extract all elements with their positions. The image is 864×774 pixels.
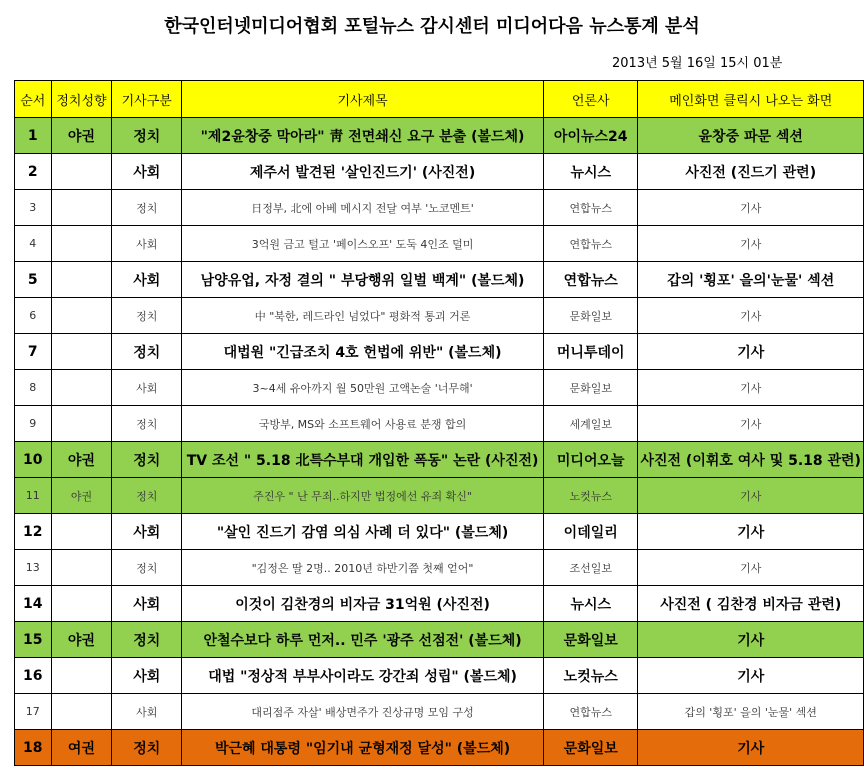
row-outlet-cell: 문화일보 [543,622,637,658]
column-header-click-result: 메인화면 클릭시 나오는 화면 [638,81,864,118]
row-order-cell: 3 [15,190,52,226]
row-outlet-cell: 연합뉴스 [543,226,637,262]
row-order-cell: 9 [15,406,52,442]
row-category-cell: 정치 [112,622,182,658]
row-category-cell: 정치 [112,730,182,766]
row-order-cell: 15 [15,622,52,658]
row-outlet-cell: 연합뉴스 [543,694,637,730]
row-outlet-cell: 머니투데이 [543,334,637,370]
row-outlet-cell: 문화일보 [543,730,637,766]
page-title: 한국인터넷미디어협회 포털뉴스 감시센터 미디어다음 뉴스통계 분석 [164,16,700,37]
row-article-title-cell: 제주서 발견된 '살인진드기' (사진전) [182,154,544,190]
row-click-result-cell: 기사 [638,550,864,586]
table-row [15,550,864,586]
row-order-cell: 6 [15,298,52,334]
row-category-cell: 사회 [112,658,182,694]
row-article-title-cell: 3~4세 유아까지 월 50만원 고액논술 '너무해' [182,370,544,406]
row-political-lean-cell: 야권 [51,478,112,514]
row-click-result-cell: 기사 [638,478,864,514]
row-category-cell: 정치 [112,118,182,154]
row-order-cell: 7 [15,334,52,370]
row-category-cell: 사회 [112,514,182,550]
row-order-cell: 14 [15,586,52,622]
row-order-cell: 5 [15,262,52,298]
row-political-lean-cell [51,262,112,298]
row-category-cell: 정치 [112,478,182,514]
row-click-result-cell: 사진전 (이휘호 여사 및 5.18 관련) [638,442,864,478]
timestamp: 2013년 5월 16일 15시 01분 [612,56,783,71]
row-article-title-cell: 中 "북한, 레드라인 넘었다" 평화적 통괴 거론 [182,298,544,334]
row-article-title-cell: 日정부, 北에 아베 메시지 전달 여부 '노코멘트' [182,190,544,226]
table-row [15,334,864,370]
column-header-order: 순서 [15,81,52,118]
table-row [15,190,864,226]
row-order-cell: 18 [15,730,52,766]
table-row [15,262,864,298]
column-header-political-lean: 정치성향 [51,81,112,118]
row-political-lean-cell: 야권 [51,118,112,154]
table-row [15,730,864,766]
row-article-title-cell: 박근혜 대통령 "임기내 균형재정 달성" (볼드체) [182,730,544,766]
row-political-lean-cell: 야권 [51,622,112,658]
row-political-lean-cell [51,514,112,550]
row-order-cell: 11 [15,478,52,514]
row-political-lean-cell [51,586,112,622]
row-category-cell: 사회 [112,226,182,262]
row-article-title-cell: "김정은 딸 2명.. 2010년 하반기쯤 첫째 얻어" [182,550,544,586]
row-outlet-cell: 노컷뉴스 [543,658,637,694]
row-click-result-cell: 기사 [638,370,864,406]
table-row [15,370,864,406]
row-outlet-cell: 조선일보 [543,550,637,586]
row-article-title-cell: 대리점주 자살' 배상면주가 진상규명 모임 구성 [182,694,544,730]
table-row [15,298,864,334]
row-click-result-cell: 기사 [638,622,864,658]
row-outlet-cell: 뉴시스 [543,154,637,190]
column-header-category: 기사구분 [112,81,182,118]
row-category-cell: 정치 [112,550,182,586]
row-category-cell: 사회 [112,586,182,622]
row-order-cell: 4 [15,226,52,262]
row-order-cell: 2 [15,154,52,190]
row-political-lean-cell [51,190,112,226]
row-category-cell: 정치 [112,334,182,370]
row-click-result-cell: 기사 [638,298,864,334]
row-click-result-cell: 기사 [638,406,864,442]
table-row [15,658,864,694]
row-outlet-cell: 뉴시스 [543,586,637,622]
table-header-row [15,81,864,118]
row-click-result-cell: 갑의 '횡포' 을의 '눈물' 섹션 [638,694,864,730]
table-row [15,694,864,730]
row-article-title-cell: 안철수보다 하루 먼저.. 민주 '광주 선점전' (볼드체) [182,622,544,658]
row-click-result-cell: 사진전 ( 김찬경 비자금 관련) [638,586,864,622]
row-order-cell: 16 [15,658,52,694]
row-click-result-cell: 기사 [638,658,864,694]
row-political-lean-cell [51,154,112,190]
table-row [15,226,864,262]
row-article-title-cell: 주진우 " 난 무죄..하지만 법정에선 유죄 확신" [182,478,544,514]
row-article-title-cell: "살인 진드기 감염 의심 사례 더 있다" (볼드체) [182,514,544,550]
row-click-result-cell: 윤창중 파문 섹션 [638,118,864,154]
row-political-lean-cell [51,298,112,334]
column-header-article-title: 기사제목 [182,81,544,118]
row-article-title-cell: TV 조선 " 5.18 北특수부대 개입한 폭동" 논란 (사진전) [182,442,544,478]
row-outlet-cell: 노컷뉴스 [543,478,637,514]
row-click-result-cell: 갑의 '횡포' 을의'눈물' 섹션 [638,262,864,298]
row-category-cell: 정치 [112,298,182,334]
row-article-title-cell: 국방부, MS와 소프트웨어 사용료 분쟁 합의 [182,406,544,442]
news-stats-table [14,80,864,766]
row-article-title-cell: "제2윤창중 막아라" 靑 전면쇄신 요구 분출 (볼드체) [182,118,544,154]
row-outlet-cell: 미디어오늘 [543,442,637,478]
row-political-lean-cell [51,658,112,694]
row-political-lean-cell [51,334,112,370]
row-outlet-cell: 아이뉴스24 [543,118,637,154]
row-article-title-cell: 3억원 금고 털고 '페이스오프' 도둑 4인조 덜미 [182,226,544,262]
row-category-cell: 사회 [112,262,182,298]
row-click-result-cell: 기사 [638,514,864,550]
row-political-lean-cell [51,406,112,442]
row-category-cell: 사회 [112,370,182,406]
table-body [15,118,864,766]
row-article-title-cell: 남양유업, 자정 결의 " 부당행위 일벌 백계" (볼드체) [182,262,544,298]
table-row [15,514,864,550]
row-category-cell: 정치 [112,406,182,442]
row-click-result-cell: 기사 [638,190,864,226]
row-outlet-cell: 연합뉴스 [543,262,637,298]
row-political-lean-cell [51,226,112,262]
row-category-cell: 사회 [112,694,182,730]
row-order-cell: 12 [15,514,52,550]
table-row [15,118,864,154]
table-row [15,586,864,622]
row-click-result-cell: 기사 [638,226,864,262]
row-outlet-cell: 세계일보 [543,406,637,442]
row-article-title-cell: 이것이 김찬경의 비자금 31억원 (사진전) [182,586,544,622]
column-header-outlet: 언론사 [543,81,637,118]
table-row [15,442,864,478]
row-category-cell: 정치 [112,190,182,226]
row-outlet-cell: 연합뉴스 [543,190,637,226]
row-outlet-cell: 이데일리 [543,514,637,550]
row-political-lean-cell: 야권 [51,442,112,478]
table-row [15,154,864,190]
row-article-title-cell: 대법원 "긴급조치 4호 헌법에 위반" (볼드체) [182,334,544,370]
row-click-result-cell: 기사 [638,334,864,370]
row-order-cell: 17 [15,694,52,730]
row-category-cell: 정치 [112,442,182,478]
row-order-cell: 8 [15,370,52,406]
row-order-cell: 13 [15,550,52,586]
table-row [15,478,864,514]
row-political-lean-cell [51,694,112,730]
row-order-cell: 10 [15,442,52,478]
row-order-cell: 1 [15,118,52,154]
row-political-lean-cell [51,370,112,406]
row-category-cell: 사회 [112,154,182,190]
row-political-lean-cell: 여권 [51,730,112,766]
table-row [15,406,864,442]
row-click-result-cell: 기사 [638,730,864,766]
row-political-lean-cell [51,550,112,586]
table-row [15,622,864,658]
row-click-result-cell: 사진전 (진드기 관련) [638,154,864,190]
row-outlet-cell: 문화일보 [543,298,637,334]
row-outlet-cell: 문화일보 [543,370,637,406]
row-article-title-cell: 대법 "정상적 부부사이라도 강간죄 성립" (볼드체) [182,658,544,694]
